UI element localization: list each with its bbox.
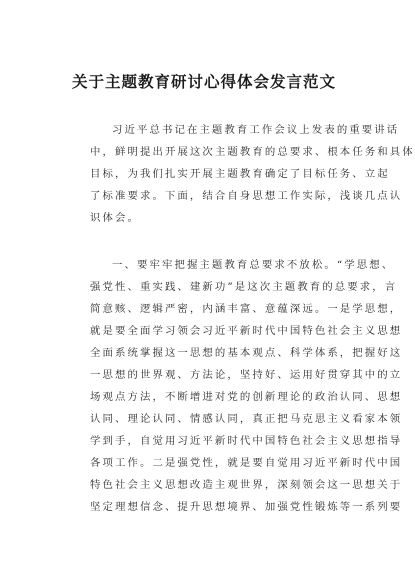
document-title: 关于主题教育研讨心得体会发言范文 [71,73,336,91]
paragraph-line: 学到手，自觉用习近平新时代中国特色社会主义思想指导 [90,435,403,447]
paragraph-line: 中，鲜明提出开展这次主题教育的总要求、根本任务和具体 [90,146,415,158]
paragraph-line: 特色社会主义思想改造主观世界，深刻领会这一思想关于 [90,479,403,491]
paragraph-line: 就是要全面学习领会习近平新时代中国特色社会主义思想 [90,325,403,337]
paragraph-line: 习近平总书记在主题教育工作会议上发表的重要讲话 [112,124,400,136]
paragraph-line: 认同、理论认同、情感认同，真正把马克思主义看家本领 [90,413,403,425]
paragraph-line: 目标，为我们扎实开展主题教育确定了目标任务、立起 [90,168,390,180]
paragraph-line: 简意赅、逻辑严密，内涵丰富、意蕴深远。一是学思想， [90,303,403,315]
paragraph-line: 了标准要求。下面，结合自身思想工作实际，浅谈几点认 [90,190,403,202]
paragraph-line: 坚定理想信念、提升思想境界、加强党性锻炼等一系列要 [90,501,403,513]
paragraph-line: 强党性、重实践、建新功”是这次主题教育的总要求，言 [90,281,398,293]
paragraph-line: 一、要牢牢把握主题教育总要求不放松。“学思想、 [112,259,395,271]
paragraph-line: 各项工作。二是强党性，就是要自觉用习近平新时代中国 [90,457,403,469]
paragraph-line: 场观点方法，不断增进对党的创新理论的政治认同、思想 [90,391,403,403]
paragraph-line: 识体会。 [90,212,140,224]
paragraph-line: 全面系统掌握这一思想的基本观点、科学体系，把握好这 [90,347,403,359]
paragraph-line: 一思想的世界观、方法论，坚持好、运用好贯穿其中的立 [90,369,403,381]
